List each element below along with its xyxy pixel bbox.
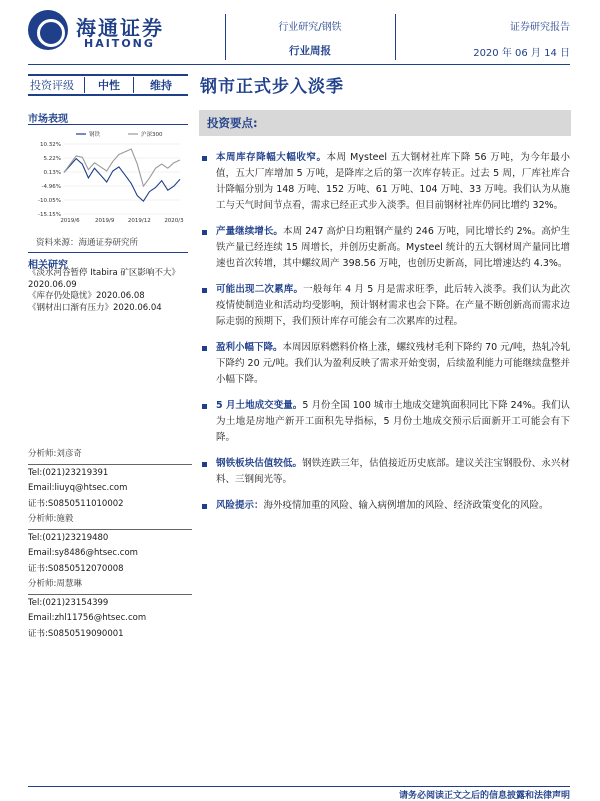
logo-text-cn: 海通证券 [76,16,164,40]
y-tick-label: 5.22% [43,156,61,163]
report-date: 2020 年 06 月 14 日 [473,48,570,59]
header-divider [225,14,226,60]
analyst-name: 分析师:施毅 [28,514,74,524]
x-tick-label: 2019/9 [94,218,115,224]
key-point-lead: 5 月土地成交变量。 [216,400,303,411]
related-item[interactable]: 《钢材出口渐有压力》2020.06.04 [28,302,162,313]
key-point-text: 5 月份全国 100 城市土地成交建筑面积同比下降 24%。我们认为土地是房地产新开工面积先导指标，5 月份土地成交预示后面新开工可能会有下降。 [216,400,570,443]
y-tick-label: -15.15% [38,212,61,218]
analyst-email[interactable]: Email:sy8486@htsec.com [28,548,138,558]
related-item[interactable]: 《库存仍处隐忧》2020.06.08 [28,291,145,301]
analyst-tel: Tel:(021)23154399 [28,597,109,608]
key-point-lead: 钢铁板块估值较低。 [216,458,303,469]
analyst-cert: 证书:S0850512070008 [28,563,124,574]
key-points-list [200,150,570,514]
y-tick-label: -10.05% [38,197,61,204]
section-rule [28,124,188,125]
header-divider [395,14,396,60]
key-point-text: 本周 Mysteel 五大钢材社库下降 56 万吨，为今年最小值，五大厂库增加 5 万吨，是降库之后的第一次库存转正。过去 5 周，厂库社库合计降幅分别为 148 万吨、152 万吨、61 万吨、104 万吨、33 万吨。我们认为从施工与天气时间节点看，需求已经正式步入淡季。但目前钢材社库仍同比增约 32%。 [216,152,570,211]
section-rule [28,252,188,253]
legend-label: 钢铁 [89,132,101,138]
series-line [64,149,180,186]
key-point-lead: 风险提示： [216,500,264,511]
key-point-lead: 可能出现二次累库。 [216,284,304,295]
key-point-text: 一般每年 4 月 5 月是需求旺季，此后转入淡季。我们认为此次疫情使制造业和活动均受影响，预计钢材需求也会下降。在产量不断创新高而需求边际走弱的预期下，我们预计库存可能会有二次累库的过程。 [216,284,570,327]
analyst-name: 分析师:周慧琳 [28,579,82,589]
key-point-lead: 产量继续增长。 [216,226,284,237]
logo-text-en: HAITONG [84,37,155,50]
chart-source: 资料来源：海通证券研究所 [36,238,139,248]
investment-rating-bar [28,74,188,96]
footer-rule [28,786,570,787]
market-heading: 市场表现 [28,114,68,125]
analyst-contacts [28,447,192,642]
analyst-cert: 证书:S0850511010002 [28,498,124,509]
related-item: 2020.06.09 [28,279,77,290]
y-tick-label: 10.32% [40,142,61,148]
footer-disclaimer[interactable]: 请务必阅读正文之后的信息披露和法律声明 [398,791,570,801]
key-point-text: 本周因原料燃料价格上涨，螺纹残材毛利下降约 70 元/吨，热轧冷轧下降约 20 元/吨。我们认为盈利反映了需求开始变弱，后续盈利能力可能继续盘整并小幅下降。 [216,342,570,385]
key-points-heading: 投资要点: [199,110,571,136]
rating-change: 维持 [150,79,172,92]
analyst-email[interactable]: Email:liuyq@htsec.com [28,483,128,493]
key-point [200,150,570,214]
legend-label: 沪深300 [141,132,163,138]
analyst-divider [28,594,192,595]
key-point-text: 海外疫情加重的风险、输入病例增加的风险、经济政策变化的风险。 [263,500,549,511]
company-logo [28,10,178,54]
related-heading: 相关研究 [28,260,68,271]
y-tick-label: -4.96% [41,183,61,190]
header-category-block [250,18,370,58]
key-point [200,224,570,272]
key-point-text: 钢铁连跌三年，估值接近历史底部。建议关注宝钢股份、永兴材料、三钢闽光等。 [216,458,570,485]
key-point [200,398,570,446]
rating-label: 投资评级 [30,79,74,92]
x-tick-label: 2019/12 [127,218,151,224]
analyst-tel: Tel:(021)23219391 [28,467,109,478]
analyst-name: 分析师:刘彦奇 [28,449,82,459]
report-title: 钢市正式步入淡季 [200,77,344,97]
rating-value: 中性 [84,77,134,93]
key-point [200,498,570,514]
market-performance-chart [28,128,188,228]
analyst-divider [28,464,192,465]
key-point-text: 本周 247 高炉日均粗钢产量约 246 万吨，同比增长约 2%。高炉生铁产量已经连续 15 周增长，并创历史新高。Mysteel 统计的五大钢材周产量同比增速也首次转增，其中螺纹周产 398.56 万吨，也创历史新高，同比增速达约 4.3%。 [216,226,570,269]
x-tick-label: 2020/3 [164,218,184,224]
logo-emblem-icon [28,10,68,50]
key-point-lead: 盈利小幅下降。 [216,342,283,353]
analyst-divider [28,529,192,530]
key-point [200,340,570,388]
report-type: 行业周报 [289,45,331,57]
related-item[interactable]: 《淡水河谷暂停 Itabira 矿区影响不大》 [28,268,180,278]
analyst-cert: 证书:S0850519090001 [28,628,124,639]
key-point [200,456,570,488]
report-label: 证券研究报告 [510,22,570,33]
analyst-email[interactable]: Email:zhl11756@htsec.com [28,613,147,623]
related-research-list [28,268,192,314]
analyst-tel: Tel:(021)23219480 [28,532,109,543]
report-category: 行业研究/钢铁 [278,22,342,33]
header-rule [28,64,570,65]
key-point [200,282,570,330]
key-point-lead: 本周库存降幅大幅收窄。 [216,152,327,163]
x-tick-label: 2019/6 [60,218,80,224]
y-tick-label: 0.13% [43,170,61,177]
header-right-block [473,18,570,59]
